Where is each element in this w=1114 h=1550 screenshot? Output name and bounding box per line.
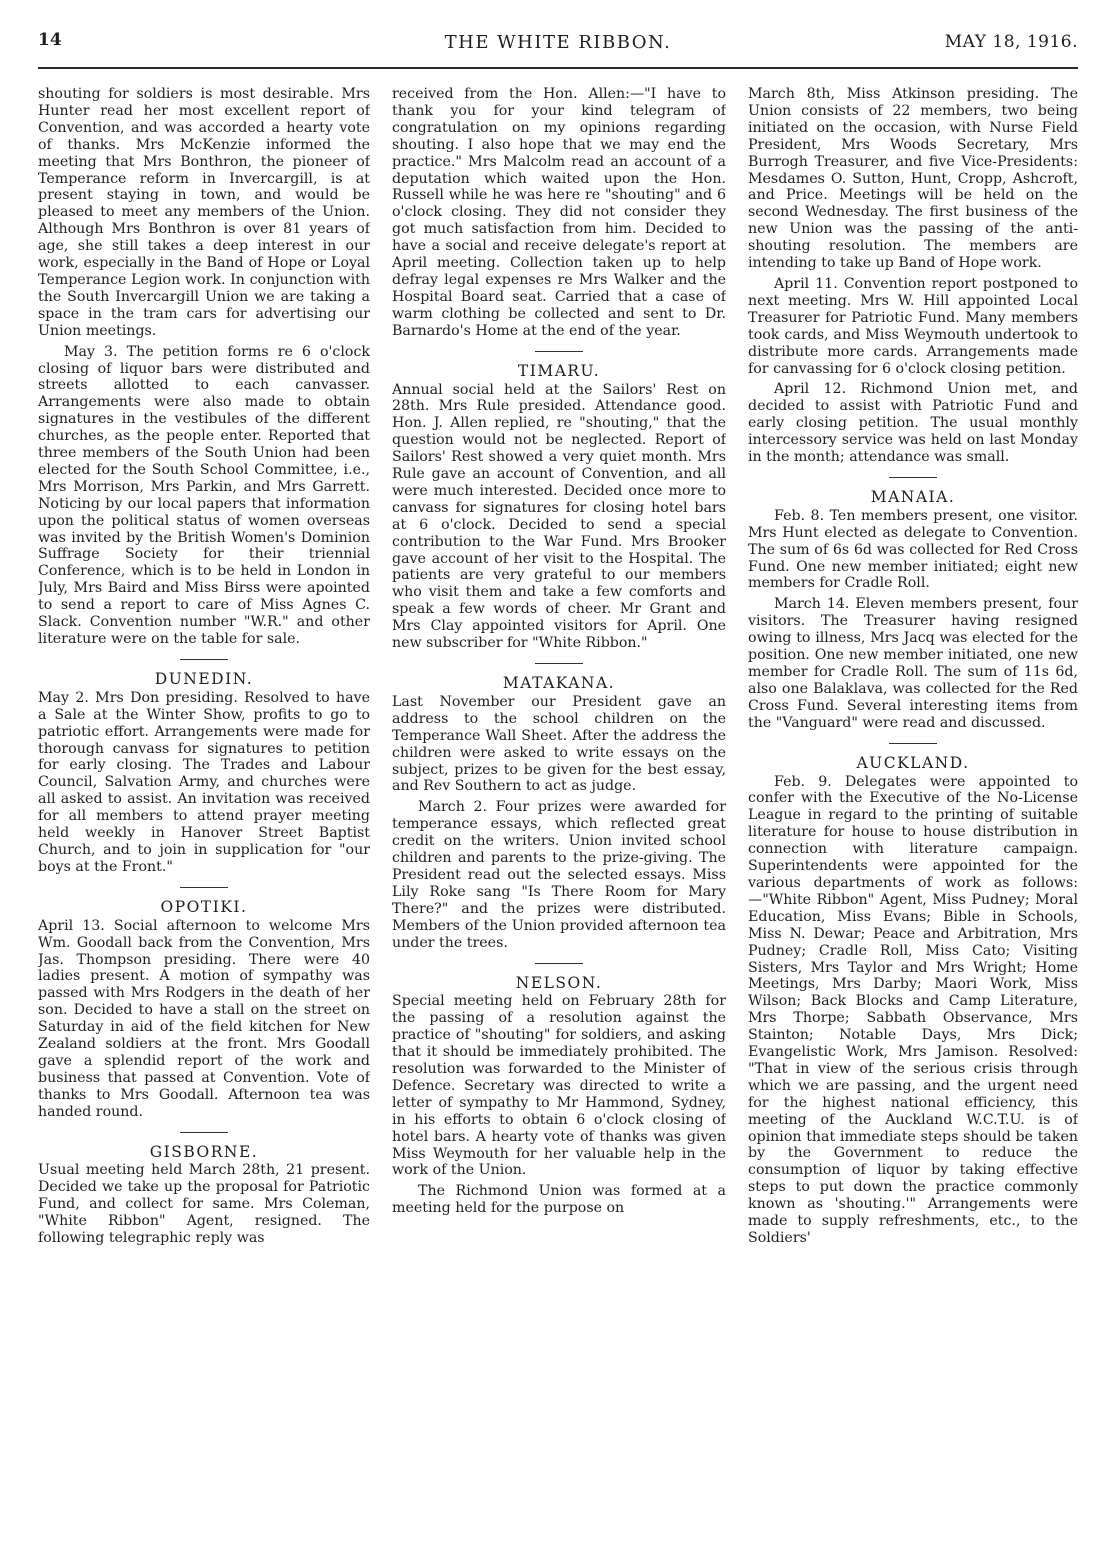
page-number: 14 <box>38 30 62 50</box>
article-paragraph: May 3. The petition forms re 6 o'clock closing of liquor bars were distributed and streets allotted to each canvasser. Arrangements were also made to obtain signatures in the vestibules of the different churches, as the people enter. Reported that three members of the South Union had been elected for the South School Committee, i.e., Mrs Morrison, Mrs Parkin, and Mrs Garrett. Noticing by our local papers that information upon the political status of women overseas was invited by the British Women's Dominion Suffrage Society for their triennial Conference, which is to be held in London in July, Mrs Baird and Miss Birss were apointed to send a report to care of Miss Agnes C. Slack. Convention number "W.R." and other literature were on the table for sale. <box>38 343 370 647</box>
issue-date: MAY 18, 1916. <box>944 32 1078 52</box>
article-paragraph: April 11. Convention report postponed to next meeting. Mrs W. Hill appointed Local Treasurer for Patriotic Fund. Many members took cards, and Miss Weymouth undertook to distribute more cards. Arrangements made for canvassing for 6 o'clock closing petition. <box>748 275 1078 377</box>
section-heading: DUNEDIN. <box>154 669 254 688</box>
article-paragraph: March 8th, Miss Atkinson presiding. The Union consists of 22 members, two being initiated on the occasion, with Nurse Field President, Mrs Woods Secretary, Mrs Burrogh Treasurer, and five Vice-Presidents: Mesdames O. Sutton, Hunt, Cropp, Ashcroft, and Price. Meetings will be held on the second Wednesday. The first business of the new Union was the passing of the anti-shouting resolution. The members are intending to take up Band of Hope work. <box>748 86 1078 272</box>
article-paragraph: Feb. 8. Ten members present, one visitor. Mrs Hunt elected as delegate to Convention. The sum of 6s 6d was collected for Red Cross Fund. One new member initiated; eight new members for Cradle Roll. <box>748 507 1078 592</box>
article-paragraph: Last November our President gave an address to the school children on the Temperance Wall Sheet. After the address the children were asked to write essays on the subject, prizes to be given for the best essay, and Rev Southern to act as judge. <box>392 693 726 795</box>
article-paragraph: Usual meeting held March 28th, 21 present. Decided we take up the proposal for Patriotic Fund, and collect for same. Mrs Coleman, "White Ribbon" Agent, resigned. The following telegraphic reply was <box>38 1162 370 1247</box>
section-divider <box>535 351 583 352</box>
section-divider <box>180 1132 228 1133</box>
section-heading: AUCKLAND. <box>856 753 970 772</box>
article-paragraph: April 13. Social afternoon to welcome Mrs Wm. Goodall back from the Convention, Mrs Jas. Thompson presiding. There were 40 ladies present. A motion of sympathy was passed with Mrs Rodgers in the death of her son. Decided to have a stall on the street on Saturday in aid of the field kitchen for New Zealand soldiers at the front. Mrs Goodall gave a splendid report of the work and business that passed at Convention. Vote of thanks to Mrs Goodall. Afternoon tea was handed round. <box>38 917 370 1120</box>
section-heading: TIMARU. <box>517 361 601 380</box>
section-divider <box>889 743 937 744</box>
article-paragraph: March 14. Eleven members present, four visitors. The Treasurer having resigned owing to illness, Mrs Jacq was elected for the position. One new member initiated, one new member for Cradle Roll. The sum of 11s 6d, also one Balaklava, was collected for the Red Cross Fund. Several interesting items from the "Vanguard" were read and discussed. <box>748 596 1078 731</box>
section-divider <box>535 663 583 664</box>
section-heading: MATAKANA. <box>502 674 616 692</box>
column-2 <box>392 86 726 1526</box>
section-heading: OPOTIKI. <box>160 897 248 916</box>
article-paragraph: Special meeting held on February 28th for the passing of a resolution against the practice of "shouting" for soldiers, and asking that it should be immediately prohibited. The resolution was forwarded to the Minister of Defence. Secretary was directed to write a letter of sympathy to Mr Hammond, Sydney, in his efforts to obtain 6 o'clock closing of hotel bars. A hearty vote of thanks was given Miss Weymouth for her valuable help in the work of the Union. <box>392 993 726 1179</box>
article-paragraph: April 12. Richmond Union met, and decided to assist with Patriotic Fund and early closing petition. The usual monthly intercessory service was held on last Monday in the month; attendance was small. <box>748 381 1078 466</box>
article-paragraph: March 2. Four prizes were awarded for temperance essays, which reflected great credit on the writers. Union invited school children and parents to the prize-giving. The President read out the selected essays. Miss Lily Roke sang "Is There Room for Mary There?" and the prizes were distributed. Members of the Union provided afternoon tea under the trees. <box>392 799 726 951</box>
article-paragraph: Feb. 9. Delegates were appointed to confer with the Executive of the No-License League in regard to the printing of suitable literature for house to house distribution in connection with literature campaign. Superintendents were appointed for the various departments of work as follows:—"White Ribbon" Agent, Miss Pudney; Moral Education, Miss Evans; Bible in Schools, Miss N. Dewar; Peace and Arbitration, Mrs Pudney; Cradle Roll, Miss Cato; Visiting Sisters, Mrs Taylor and Mrs Wright; Home Meetings, Mrs Darby; Maori Work, Miss Wilson; Back Blocks and Camp Literature, Mrs Thorpe; Sabbath Observance, Mrs Stainton; Notable Days, Mrs Dick; Evangelistic Work, Mrs Jamison. Resolved: "That in view of the serious crisis through which we are passing, and the urgent need for the highest national efficiency, this meeting of the Auckland W.C.T.U. is of opinion that immediate steps should be taken by the Government to reduce the consumption of liquor by taking effective steps to put down the practice commonly known as 'shouting.'" Arrangements were made to supply refreshments, etc., to the Soldiers' <box>748 773 1078 1246</box>
header-rule <box>38 67 1078 69</box>
column-3 <box>748 86 1078 1526</box>
article-paragraph: The Richmond Union was formed at a meeting held for the purpose on <box>392 1183 726 1217</box>
article-paragraph: May 2. Mrs Don presiding. Resolved to have a Sale at the Winter Show, profits to go to patriotic effort. Arrangements were made for thorough canvass for signatures to petition for early closing. The Trades and Labour Council, Salvation Army, and churches were all asked to assist. An invitation was received for all members to attend prayer meeting held weekly in Hanover Street Baptist Church, and to join in supplication for "our boys at the Front." <box>38 689 370 875</box>
section-divider <box>889 477 937 478</box>
section-divider <box>180 887 228 888</box>
section-heading: NELSON. <box>515 973 603 992</box>
publication-title: THE WHITE RIBBON. <box>444 32 672 53</box>
section-divider <box>180 659 228 660</box>
column-1 <box>38 86 370 1526</box>
section-divider <box>535 963 583 964</box>
article-paragraph: received from the Hon. Allen:—"I have to thank you for your kind telegram of congratulation on my opinions regarding shouting. I also hope that we may end the practice." Mrs Malcolm read an account of a deputation which waited upon the Hon. Russell while he was here re "shouting" and 6 o'clock closing. They did not consider they got much satisfaction from him. Decided to have a social and receive delegate's report at April meeting. Collection taken up to help defray legal expenses re Mrs Walker and the Hospital Board seat. Carried that a case of warm clothing be collected and sent to Dr. Barnardo's Home at the end of the year. <box>392 86 726 339</box>
section-heading: MANAIA. <box>870 487 956 506</box>
article-paragraph: Annual social held at the Sailors' Rest on 28th. Mrs Rule presided. Attendance good. Hon. J. Allen replied, re "shouting," that the question would not be neglected. Report of Sailors' Rest showed a very quiet month. Mrs Rule gave an account of Convention, and all were much interested. Decided once more to canvass for signatures for closing hotel bars at 6 o'clock. Decided to send a special contribution to the War Fund. Mrs Brooker gave account of her visit to the Hospital. The patients are very grateful to our members who visit them and take a few comforts and speak a few words of cheer. Mr Grant and Mrs Clay appointed visitors for April. One new subscriber for "White Ribbon." <box>392 381 726 652</box>
section-heading: GISBORNE. <box>149 1142 259 1161</box>
page-header <box>38 30 1078 60</box>
article-paragraph: shouting for soldiers is most desirable. Mrs Hunter read her most excellent report of Convention, and was accorded a hearty vote of thanks. Mrs McKenzie informed the meeting that Mrs Bonthron, the pioneer of Temperance reform in Invercargill, is at present staying in town, and would be pleased to meet any members of the Union. Although Mrs Bonthron is over 81 years of age, she still takes a deep interest in our work, especially in the Band of Hope or Loyal Temperance Legion work. In conjunction with the South Invercargill Union we are taking a space in the tram cars for advertising our Union meetings. <box>38 86 370 339</box>
